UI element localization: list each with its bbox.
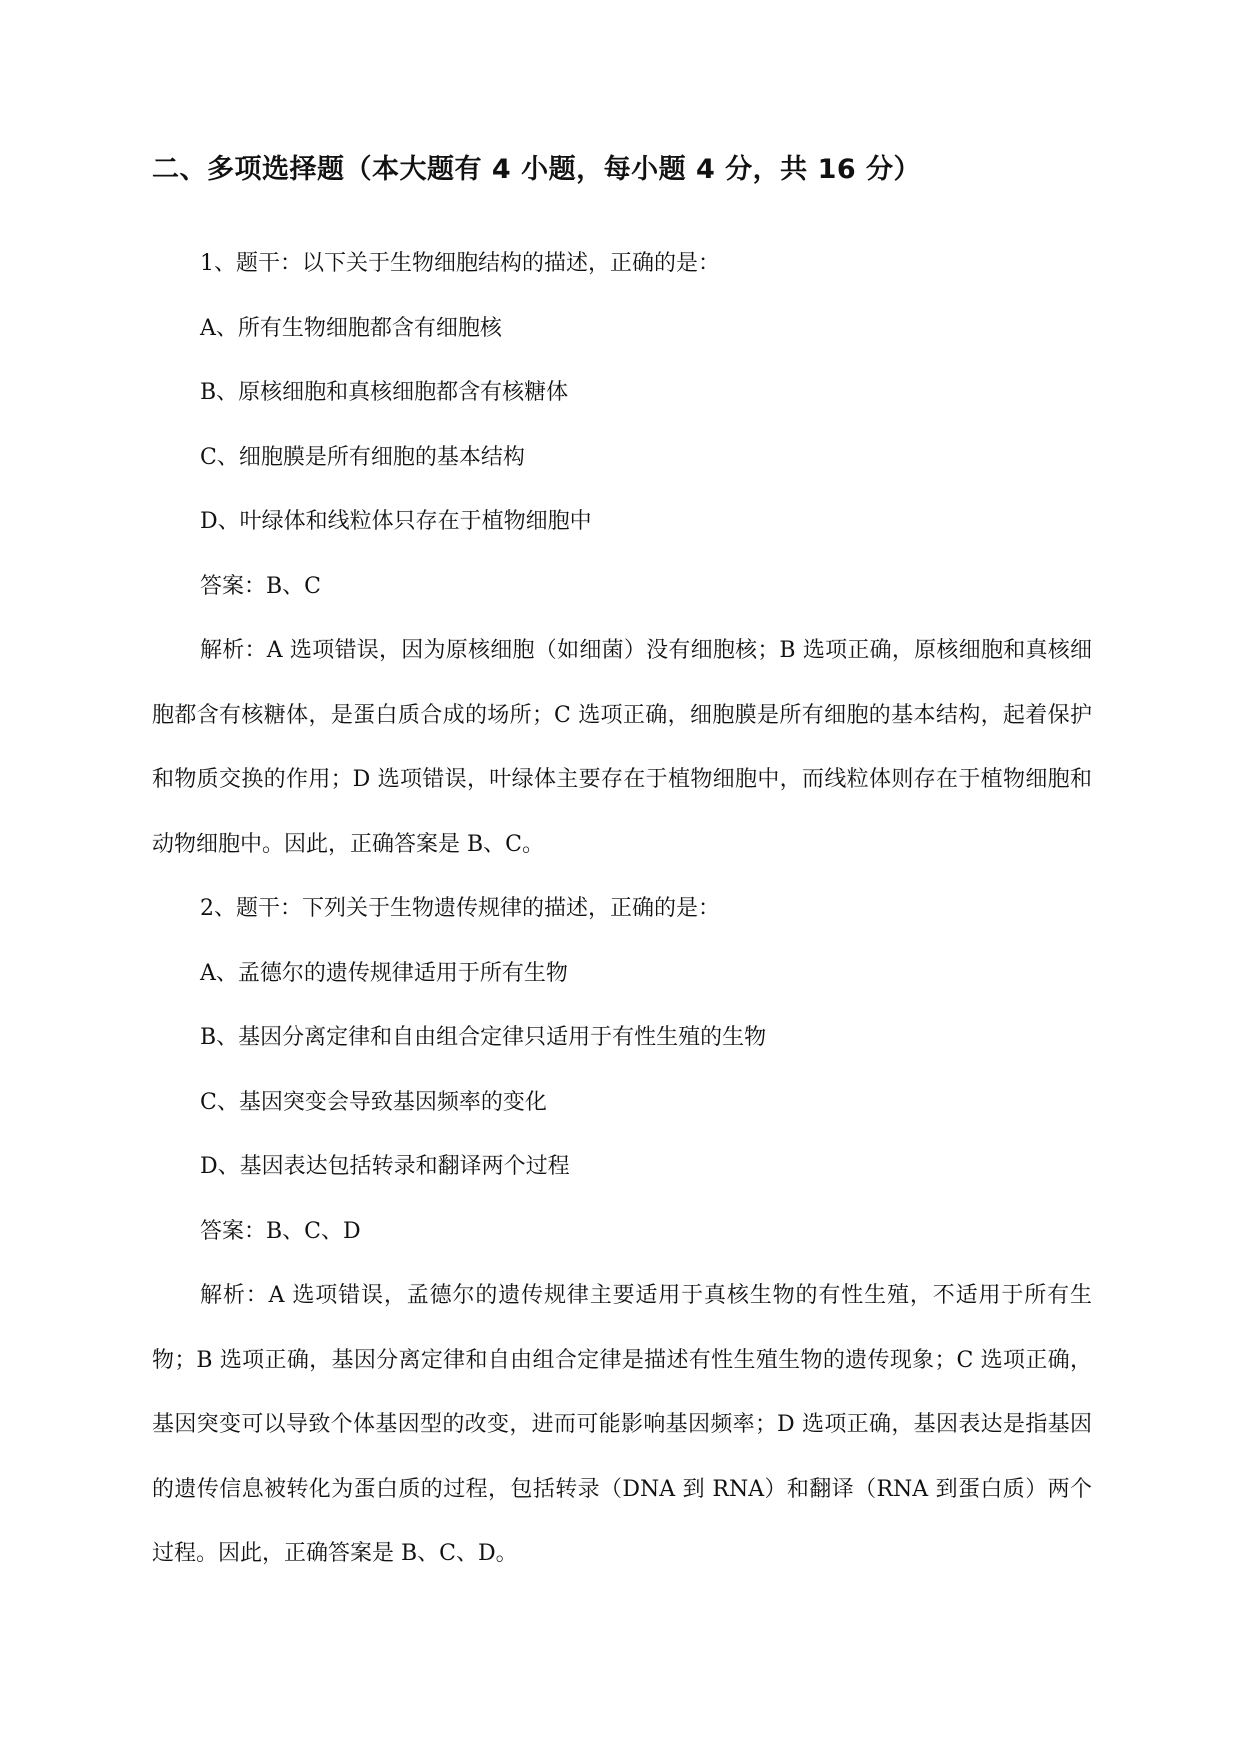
answer: 答案：B、C、D bbox=[200, 1218, 361, 1244]
question-2 bbox=[152, 877, 1092, 1587]
analysis: 解析：A 选项错误，孟德尔的遗传规律主要适用于真核生物的有性生殖，不适用于所有生物；B 选项正确，基因分离定律和自由组合定律是描述有性生殖生物的遗传现象；C 选项正确，基因突变可以导致个体基因型的改变，进而可能影响基因频率；D 选项正确，基因表达是指基因的遗传信息被转化为蛋白质的过程，包括转录（DNA 到 RNA）和翻译（RNA 到蛋白质）两个过程。因此，正确答案是 B、C、D。 bbox=[152, 1283, 1092, 1566]
question-stem: 1、题干：以下关于生物细胞结构的描述，正确的是： bbox=[200, 251, 720, 276]
option-b: B、基因分离定律和自由组合定律只适用于有性生殖的生物 bbox=[200, 1025, 767, 1050]
option-c: C、细胞膜是所有细胞的基本结构 bbox=[200, 444, 525, 470]
option-d: D、基因表达包括转录和翻译两个过程 bbox=[200, 1154, 570, 1179]
option-a: A、所有生物细胞都含有细胞核 bbox=[200, 315, 502, 341]
answer: 答案：B、C bbox=[200, 573, 322, 599]
analysis: 解析：A 选项错误，因为原核细胞（如细菌）没有细胞核；B 选项正确，原核细胞和真核细胞都含有核糖体，是蛋白质合成的场所；C 选项正确，细胞膜是所有细胞的基本结构，起着保护和物质交换的作用；D 选项错误，叶绿体主要存在于植物细胞中，而线粒体则存在于植物细胞和动物细胞中。因此，正确答案是 B、C。 bbox=[152, 638, 1092, 857]
section-title: 二、多项选择题（本大题有 4 小题，每小题 4 分，共 16 分） bbox=[152, 154, 922, 185]
option-a: A、孟德尔的遗传规律适用于所有生物 bbox=[200, 960, 568, 986]
question-stem: 2、题干：下列关于生物遗传规律的描述，正确的是： bbox=[200, 896, 720, 921]
option-d: D、叶绿体和线粒体只存在于植物细胞中 bbox=[200, 509, 592, 534]
option-c: C、基因突变会导致基因频率的变化 bbox=[200, 1089, 547, 1115]
question-list bbox=[152, 232, 1092, 1587]
question-1 bbox=[152, 232, 1092, 877]
option-b: B、原核细胞和真核细胞都含有核糖体 bbox=[200, 380, 569, 405]
